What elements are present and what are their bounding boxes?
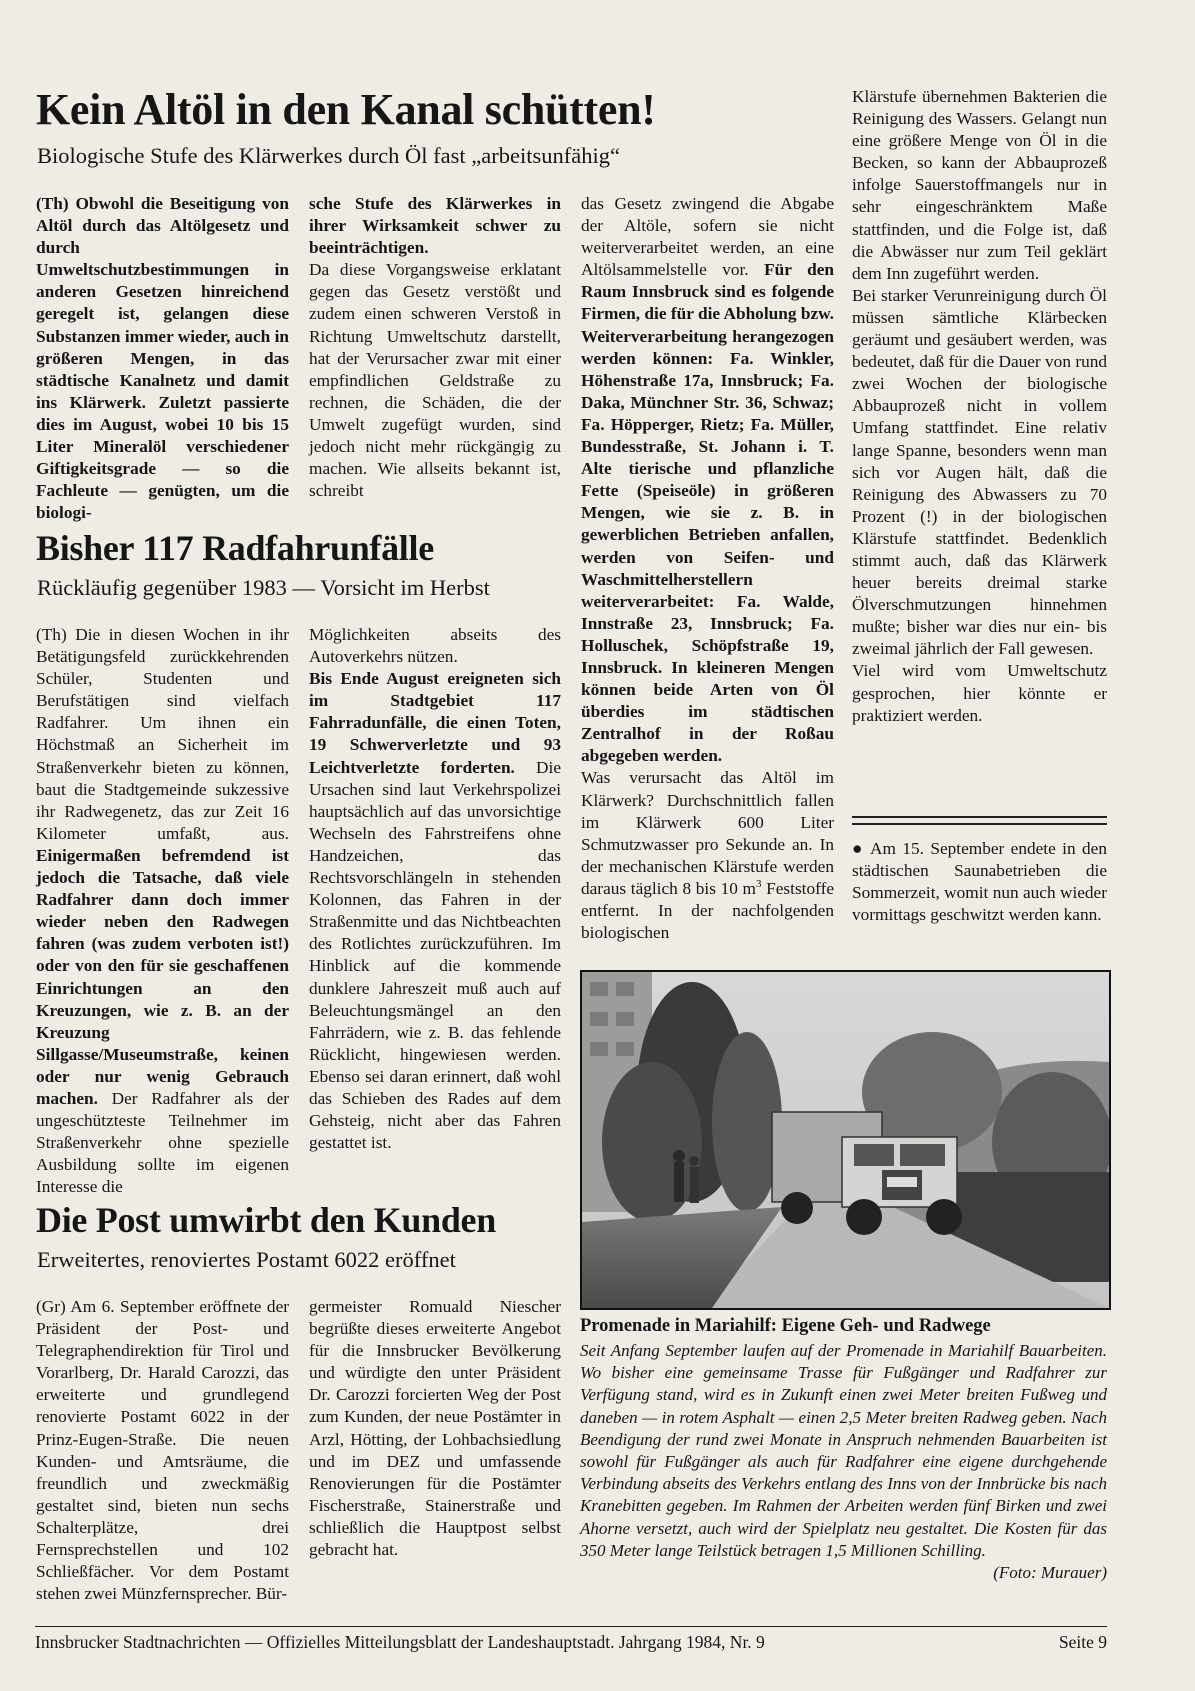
article1-col3-bold: Für den Raum Innsbruck sind es folgende Firmen, die für die Abholung bzw. Weiterverarbeitung herangezogen werden können: Fa. Winkler, Höhenstraße 17a, Innsbruck; Fa. Daka, Münchner Str. 36, Schwaz; Fa. Höpperger, Rietz; Fa. Müller, Bundesstraße, St. Johann i. T. Alte tierische und pflanzliche Fette (Speiseöle) in größeren Mengen, wie sie z. B. in gewerblichen Betrieben anfallen, werden von Seifen- und Waschmittelherstellern weiterverarbeitet: Fa. Walde, Innstraße 23, Innsbruck; Fa. Holluschek, Schöpfstraße 19, Innsbruck. In kleineren Mengen können beide Arten von Öl überdies im städtischen Zentralhof in der Roßau abgegeben werden. xyxy=(581,260,834,766)
article2-col2-text1: Möglichkeiten abseits des Autoverkehrs nützen. xyxy=(309,625,561,667)
superscript-3: 3 xyxy=(755,878,762,891)
photo-caption xyxy=(580,1340,1107,1584)
article1-col4-p1: Klärstufe übernehmen Bakterien die Reinigung des Wassers. Gelangt nun eine größere Menge von Öl in die Becken, so kann der Abbauprozeß infolge Sauerstoffmangels nur in sehr eingeschränktem Maße stattfinden, und die Folge ist, daß die Abwässer nur zum Teil geklärt dem Inn zugeführt werden. xyxy=(852,87,1107,283)
article3-column-2 xyxy=(309,1296,561,1561)
article2-col2-bold: Bis Ende August ereigneten sich im Stadtgebiet 117 Fahrradunfälle, die einen Toten, 19 Schwerverletzte und 93 Leichtverletzte forderten. xyxy=(309,669,561,777)
article2-col2-text2: Die Ursachen sind laut Verkehrspolizei hauptsächlich auf das unvorsichtige Wechseln des Fahrstreifens ohne Handzeichen, das Rechtsvorschlängeln in stehenden Kolonnen, das Fahren in der Straßenmitte und das Nichtbeachten des Rotlichtes zurückzuführen. Im Hinblick auf die kommende dunklere Jahreszeit muß auch auf Beleuchtungsmängel an den Fahrrädern, wie z. B. das fehlende Rücklicht, hingewiesen werden. Ebenso sei daran erinnert, daß wohl das Schieben des Rades auf dem Gehsteig, nicht aber das Fahren gestattet ist. xyxy=(309,757,561,1153)
article1-title: Kein Altöl in den Kanal schütten! xyxy=(36,85,656,134)
article2-col1-text2: Der Radfahrer als der ungeschützteste Teilnehmer im Straßenverkehr ohne spezielle Ausbildung sollte im eigenen Interesse die xyxy=(36,1088,289,1197)
article1-col4-p2: Bei starker Verunreinigung durch Öl müssen sämtliche Klärbecken geräumt und gesäubert werden, was bedeutet, daß für die Dauer von rund zwei Wochen der biologische Abbauprozeß nicht in vollem Umfang stattfindet. Eine relativ lange Spanne, besonders wenn man sich vor Augen hält, daß die Reinigung des Abwassers zu 70 Prozent (!) in der biologischen Klärstufe stattfindet. Bedenklich stimmt auch, daß das Klärwerk heuer bereits dreimal starke Ölverschmutzungen hinnehmen mußte; bisher war dies nur ein- bis zweimal jährlich der Fall gewesen. xyxy=(852,285,1107,659)
article2-col1-bold: Einigermaßen befremdend ist jedoch die Tatsache, daß viele Radfahrer dann doch immer wieder neben den Radwegen fahren (was zudem verboten ist!) oder von den für sie geschaffenen Einrichtungen an den Kreuzungen, wie z. B. an der Kreuzung Sillgasse/Museumstraße, keinen oder nur wenig Gebrauch machen. xyxy=(36,845,289,1108)
footer-rule xyxy=(35,1626,1107,1627)
article2-title: Bisher 117 Radfahrunfälle xyxy=(36,528,434,568)
article1-column-4 xyxy=(852,86,1107,727)
article1-column-1 xyxy=(36,193,289,524)
double-rule-divider xyxy=(852,816,1107,825)
notice-text: ● Am 15. September endete in den städtischen Saunabetrieben die Sommerzeit, womit nun auch wieder vormittags geschwitzt werden kann. xyxy=(852,839,1107,925)
article1-col2-bold: sche Stufe des Klärwerkes in ihrer Wirksamkeit schwer zu beeinträchtigen. xyxy=(309,194,561,258)
article2-subtitle: Rückläufig gegenüber 1983 — Vorsicht im Herbst xyxy=(37,575,490,600)
photo-caption-text: Seit Anfang September laufen auf der Promenade in Mariahilf Bauarbeiten. Wo bisher eine gemeinsame Trasse für Fußgänger und Radfahrer zur Verfügung stand, wird es in Zukunft einen zwei Meter breiten Fußweg und daneben — in rotem Asphalt — einen 2,5 Meter breiten Radweg geben. Nach Beendigung der rund zwei Monate in Anspruch nehmenden Bauarbeiten ist sowohl für Fußgänger als auch für Radfahrer eine eigene durchgehende Verbindung abseits des Verkehrs entlang des Inns von der Innbrücke bis nach Kranebitten gegeben. Im Rahmen der Arbeiten werden fünf Birken und zwei Ahorne versetzt, auch wird der Spielplatz neu gestaltet. Die Kosten für das 350 Meter lange Teilstück betragen 1,5 Millionen Schilling. xyxy=(580,1341,1107,1560)
article3-column-1 xyxy=(36,1296,289,1605)
article1-col3-text1: das Gesetz zwingend die Abgabe der Altöle, sofern sie nicht weiterverarbeitet werden, an eine Altölsammelstelle vor. xyxy=(581,194,834,280)
photo-caption-title: Promenade in Mariahilf: Eigene Geh- und Radwege xyxy=(580,1316,991,1336)
article1-column-2 xyxy=(309,193,561,502)
page-number: Seite 9 xyxy=(1058,1632,1107,1652)
article3-col1-text: (Gr) Am 6. September eröffnete der Präsident der Post- und Telegraphendirektion für Tirol und Vorarlberg, Dr. Harald Carozzi, das erweiterte und grundlegend renovierte Postamt 6022 in der Prinz-Eugen-Straße. Die neuen Kunden- und Amtsräume, die freundlich und zweckmäßig gestaltet sind, bieten nun sechs Schalterplätze, drei Fernsprechstellen und 102 Schließfächer. Vor dem Postamt stehen zwei Münzfernsprecher. Bür- xyxy=(36,1297,289,1604)
article1-subtitle: Biologische Stufe des Klärwerkes durch Öl fast „arbeitsunfähig“ xyxy=(37,143,620,168)
article2-column-1 xyxy=(36,624,289,1198)
sauna-notice xyxy=(852,838,1107,926)
article2-column-2 xyxy=(309,624,561,1154)
article1-col4-p3: Viel wird vom Umweltschutz gesprochen, hier könnte er praktiziert werden. xyxy=(852,661,1107,725)
footer-publication: Innsbrucker Stadtnachrichten — Offizielles Mitteilungsblatt der Landeshauptstadt. Jahrgang 1984, Nr. 9 xyxy=(35,1632,765,1652)
article3-subtitle: Erweitertes, renoviertes Postamt 6022 eröffnet xyxy=(37,1247,456,1272)
photo-construction-truck xyxy=(580,970,1111,1310)
article1-col2-text: Da diese Vorgangsweise erklatant gegen das Gesetz verstößt und zudem einen schweren Verstoß in Richtung Umweltschutz darstellt, hat der Verursacher zwar mit einer empfindlichen Geldstraße zu rechnen, die Schäden, die der Umwelt zugefügt wurden, sind jedoch nicht mehr rückgängig zu machen. Wie allseits bekannt ist, schreibt xyxy=(309,260,561,501)
photo-credit: (Foto: Murauer) xyxy=(993,1563,1107,1583)
article2-col1-text1: (Th) Die in diesen Wochen in ihr Betätigungsfeld zurückkehrenden Schüler, Studenten und Berufstätigen sind vielfach Radfahrer. Um ihnen ein Höchstmaß an Sicherheit im Straßenverkehr bieten zu können, baut die Stadtgemeinde sukzessive ihr Radwegenetz, das zur Zeit 16 Kilometer umfaßt, aus. xyxy=(36,625,289,843)
article3-title: Die Post umwirbt den Kunden xyxy=(36,1200,496,1240)
article1-col3-text3: Feststoffe entfernt. In der nachfolgenden biologischen xyxy=(581,878,834,943)
page-footer xyxy=(35,1631,1107,1653)
article1-col1-text: (Th) Obwohl die Beseitigung von Altöl durch das Altölgesetz und durch Umweltschutzbestimmungen in anderen Gesetzen hinreichend geregelt ist, gelangen diese Substanzen immer wieder, auch in größeren Mengen, in das städtische Kanalnetz und damit ins Klärwerk. Zuletzt passierte dies im August, wobei 10 bis 15 Liter Mineralöl verschiedener Giftigkeitsgrade — so die Fachleute — genügten, um die biologi- xyxy=(36,194,289,523)
article3-col2-text: germeister Romuald Niescher begrüßte dieses erweiterte Angebot für die Innsbrucker Bevölkerung und würdigte den unter Präsident Dr. Carozzi forcierten Weg der Post zum Kunden, der neue Postämter in Arzl, Hötting, der Lohbachsiedlung und im DEZ und umfassende Renovierungen für die Postämter Fischerstraße, Stainerstraße und schließlich die Hauptpost selbst gebracht hat. xyxy=(309,1297,561,1560)
article1-column-3 xyxy=(581,193,834,944)
article1-col3-text2: Was verursacht das Altöl im Klärwerk? Durchschnittlich fallen im Klärwerk 600 Liter Schmutzwasser pro Sekunde an. In der mechanischen Klärstufe werden daraus täglich 8 bis 10 m xyxy=(581,768,834,898)
